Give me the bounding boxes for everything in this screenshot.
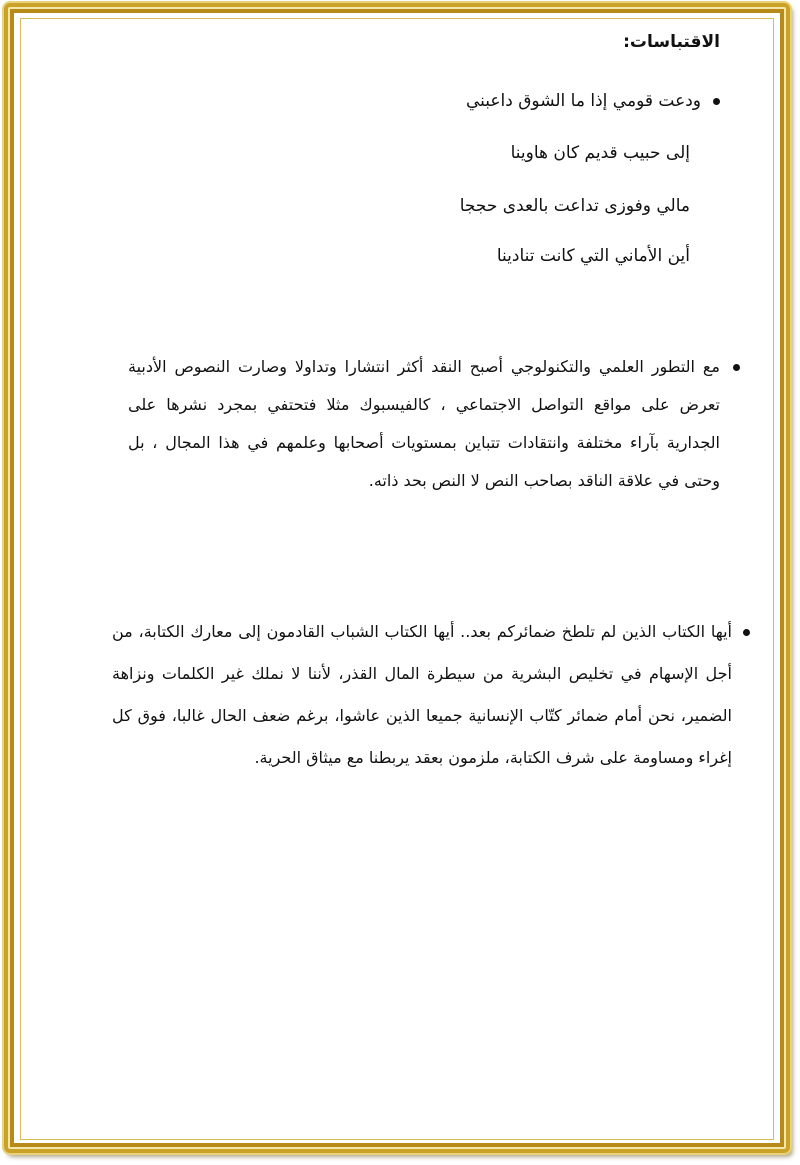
paragraph-item-2	[112, 611, 732, 779]
poem-line-4: أين الأماني التي كانت تنادينا	[496, 246, 690, 266]
bullet-icon	[743, 629, 750, 636]
poem-line-1: ودعت قومي إذا ما الشوق داعبني	[465, 91, 701, 111]
bullet-icon	[733, 364, 740, 371]
quotes-heading: الاقتباسات:	[623, 32, 720, 52]
document-page	[90, 28, 732, 1128]
paragraph-1-text: مع التطور العلمي والتكنولوجي أصبح النقد أكثر انتشارا وتداولا وصارت النصوص الأدبية تعرض على مواقع التواصل الاجتماعي ، كالفيسبوك مثلا فتحتفي بمجرد نشرها على الجدارية بآراء مختلفة وانتقادات تتباين بمستويات أصحابها وعلمهم في هذا المجال ، بل وحتى في علاقة الناقد بصاحب النص لا النص بحد ذاته.	[128, 357, 720, 490]
poem-line-2: إلى حبيب قديم كان هاوينا	[510, 143, 690, 163]
paragraph-item-1	[128, 348, 720, 500]
poem-first-line-item	[466, 91, 720, 111]
bullet-icon	[713, 98, 720, 105]
paragraph-2-text: أيها الكتاب الذين لم تلطخ ضمائركم بعد.. أيها الكتاب الشباب القادمون إلى معارك الكتابة، من أجل الإسهام في تخليص البشرية من سيطرة المال القذر، لأننا لا نملك غير الكلمات ونزاهة الضمير، نحن أمام ضمائر كتّاب الإنسانية جميعا الذين عاشوا، برغم ضعف الحال غالبا، فوق كل إغراء ومساومة على شرف الكتابة، ملزمون بعقد يربطنا مع ميثاق الحرية.	[112, 622, 732, 767]
poem-line-3: مالي وفوزى تداعت بالعدى حججا	[459, 196, 690, 216]
